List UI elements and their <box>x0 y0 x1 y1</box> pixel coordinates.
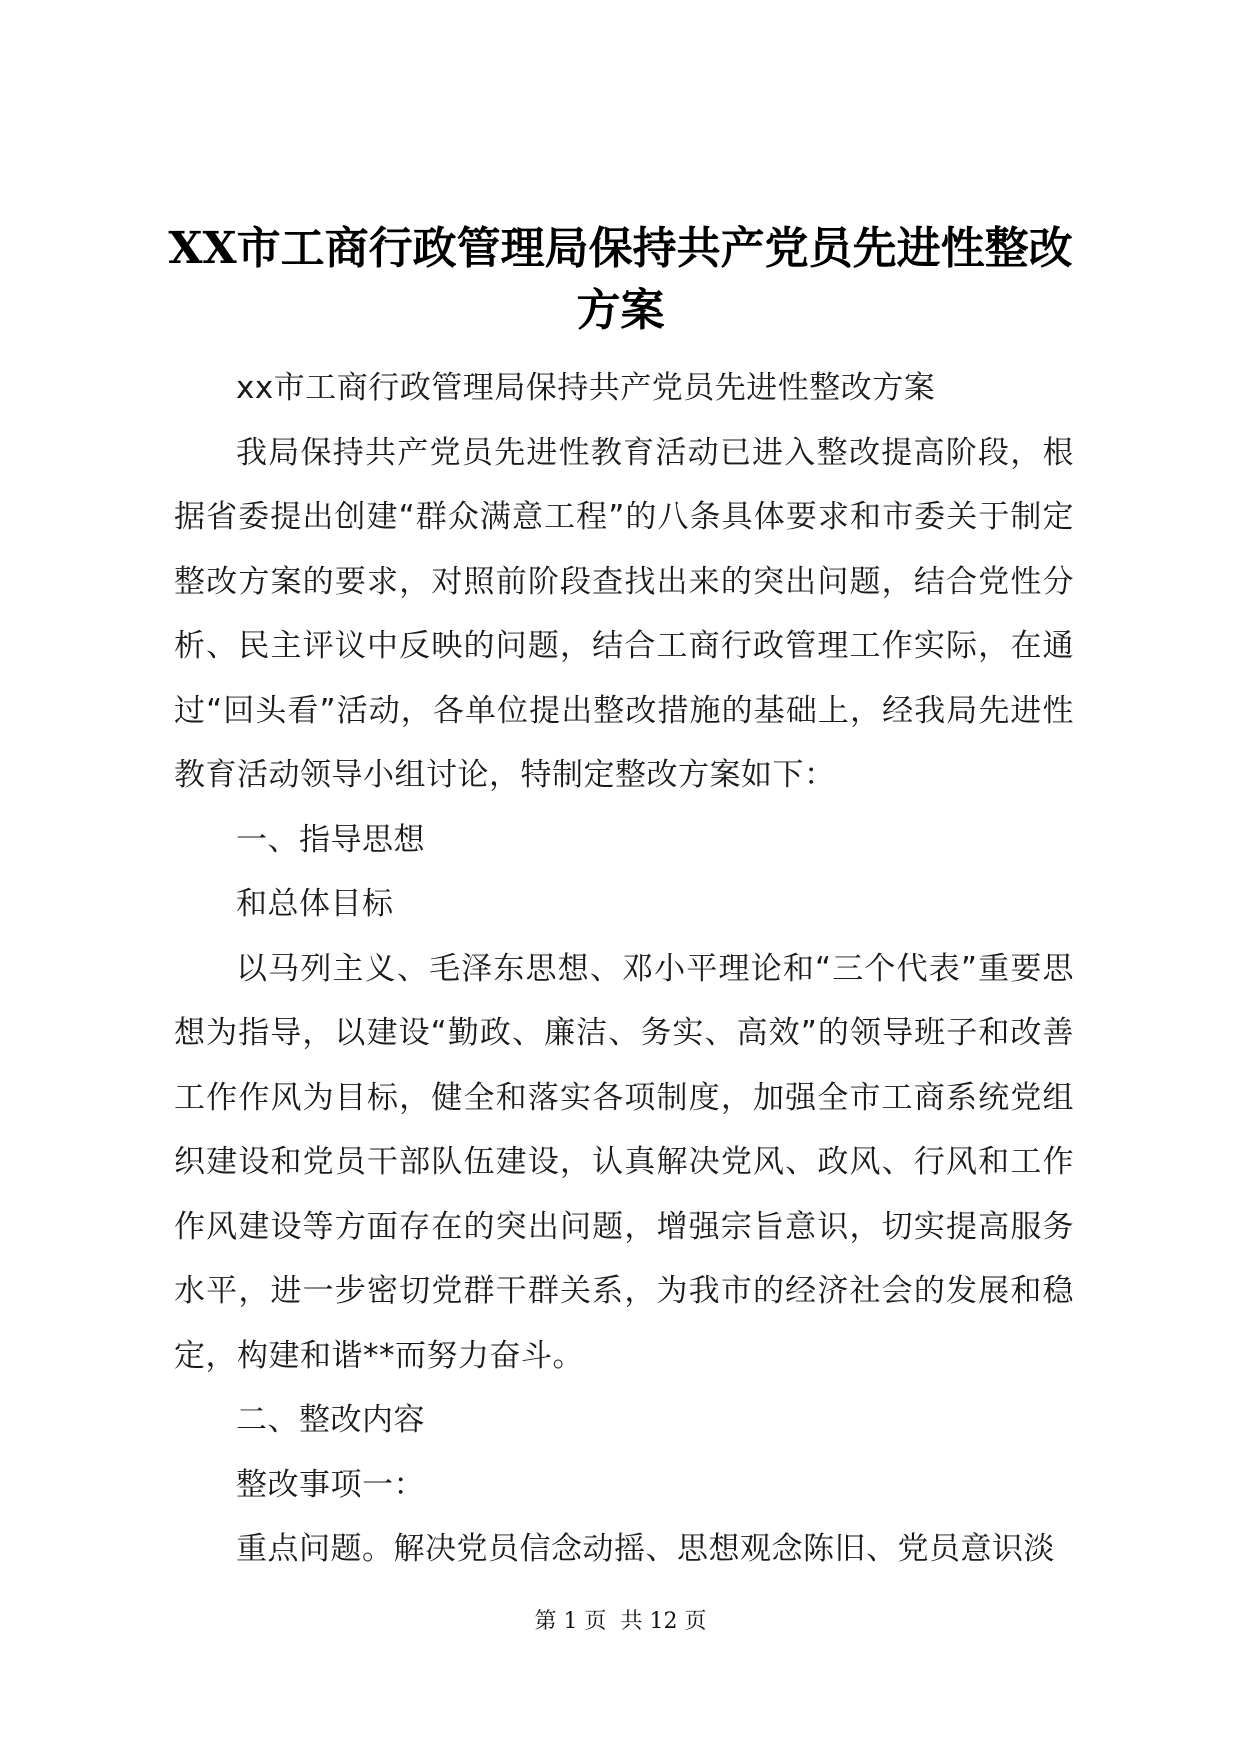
document-title: XX市工商行政管理局保持共产党员先进性整改方案 <box>168 223 1073 336</box>
paragraph-guiding-thought: 以马列主义、毛泽东思想、邓小平理论和“三个代表”重要思想为指导，以建设“勤政、廉洁、务实、高效”的领导班子和改善工作作风为目标，健全和落实各项制度，加强全市工商系统党组织建设和党员干部队伍建设，认真解决党风、政风、行风和工作作风建设等方面存在的突出问题，增强宗旨意识，切实提高服务水平，进一步密切党群干群关系，为我市的经济社会的发展和稳定，构建和谐**而努力奋斗。 <box>174 950 1074 1374</box>
document-body <box>174 356 1074 1582</box>
section-heading-2: 二、整改内容 <box>236 1402 425 1438</box>
paragraph-intro: 我局保持共产党员先进性教育活动已进入整改提高阶段，根据省委提出创建“群众满意工程”的八条具体要求和市委关于制定整改方案的要求，对照前阶段查找出来的突出问题，结合党性分析、民主评议中反映的问题，结合工商行政管理工作实际，在通过“回头看”活动，各单位提出整改措施的基础上，经我局先进性教育活动领导小组讨论，特制定整改方案如下： <box>174 434 1074 793</box>
page-footer: 第 1 页 共 12 页 <box>534 1609 707 1634</box>
paragraph-key-problems: 重点问题。解决党员信念动摇、思想观念陈旧、党员意识淡 <box>236 1531 1055 1567</box>
rectification-item-1-heading: 整改事项一： <box>236 1466 425 1503</box>
paragraph-subtitle: xx市工商行政管理局保持共产党员先进性整改方案 <box>236 370 936 406</box>
section-heading-1-continued: 和总体目标 <box>236 886 394 922</box>
section-heading-1: 一、指导思想 <box>236 821 425 858</box>
